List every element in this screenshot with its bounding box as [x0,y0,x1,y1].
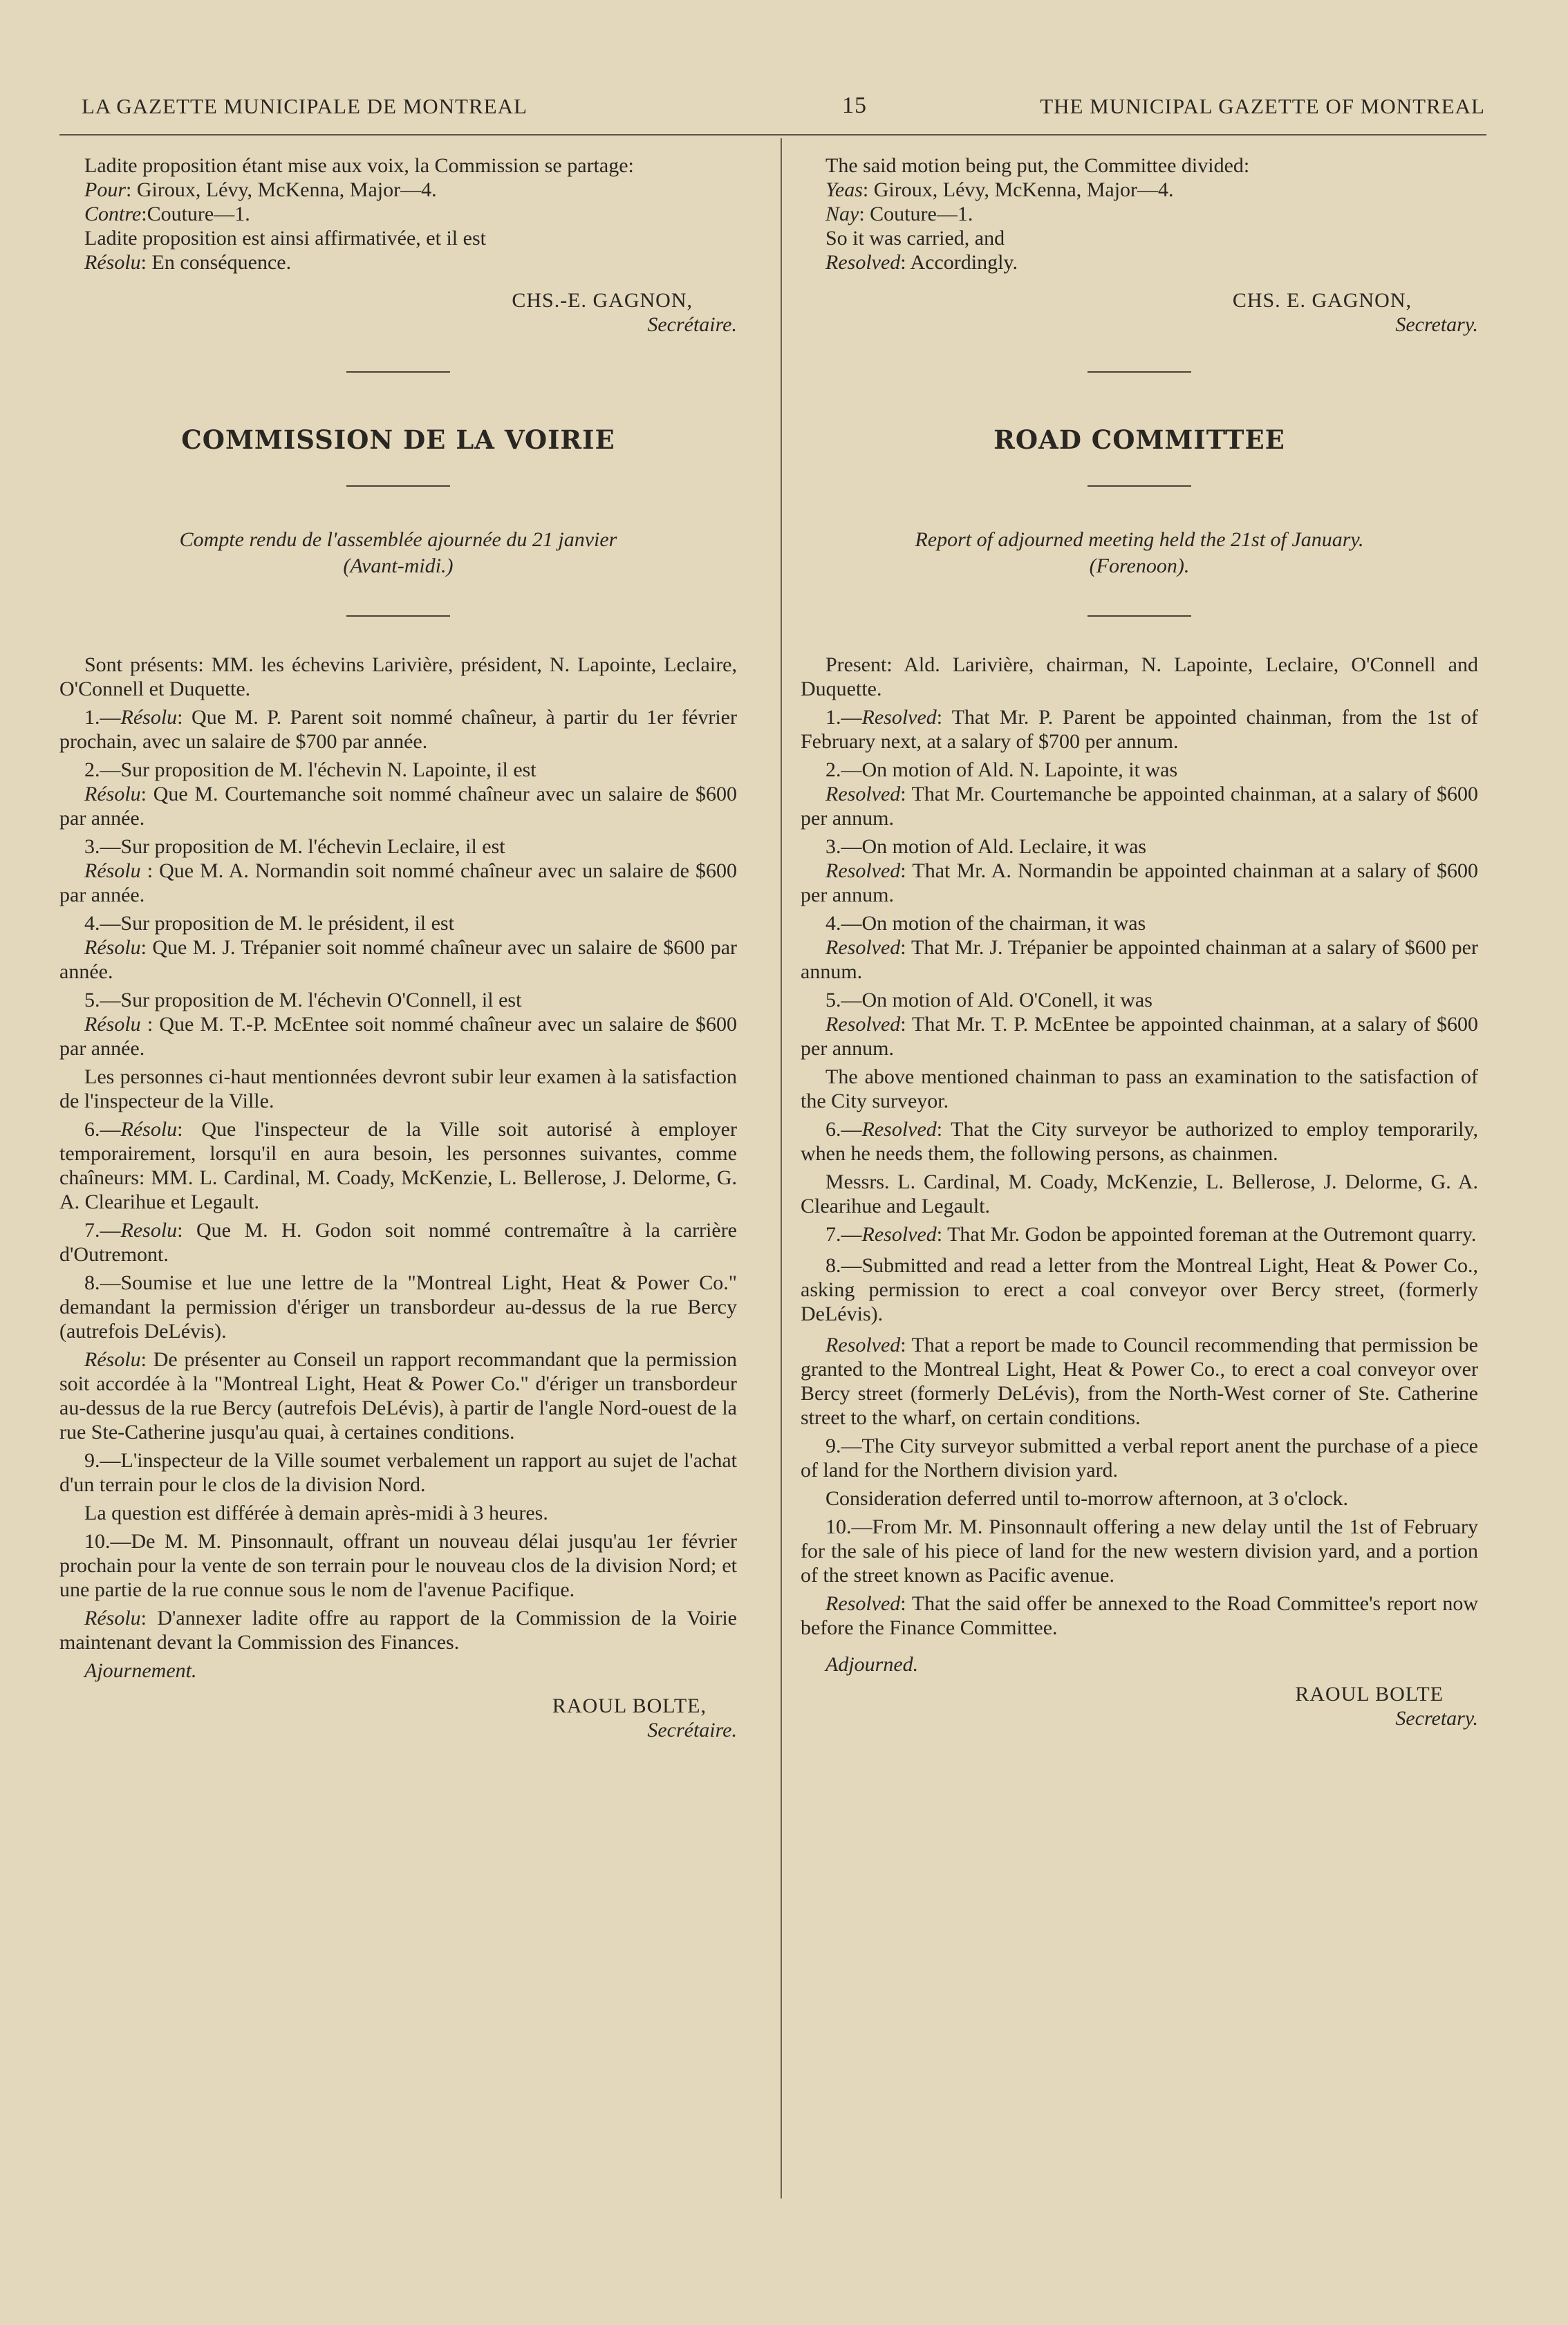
section-rule [1088,371,1191,373]
item-4-motion: 4.—Sur proposition de M. le président, il est [84,912,454,935]
item-3-motion: 3.—On motion of Ald. Leclaire, it was [825,835,1147,858]
item-6-names: Messrs. L. Cardinal, M. Coady, McKenzie, L. Bellerose, J. Delorme, G. A. Clearihue and Legault. [801,1170,1478,1217]
item-5-resolution: Resolved: That Mr. T. P. McEntee be appointed chainman, at a salary of $600 per annum. [801,1013,1478,1060]
item-10: 10.—De M. M. Pinsonnault, offrant un nouveau délai jusqu'au 1er février prochain pour la vente de son terrain pour le nouveau clos de la division Nord; et une partie de la rue connue sous le nom de l'avenue Pacifique. [59,1530,737,1601]
item-9-deferral: La question est différée à demain après-midi à 3 heures. [84,1502,548,1524]
header-right-title: THE MUNICIPAL GAZETTE OF MONTREAL [1040,94,1485,118]
signature-bolte: RAOUL BOLTE Secretary. [1295,1683,1478,1730]
item-8-resolution: Résolu: De présenter au Conseil un rapport recommandant que la permission soit accordée à la "Montreal Light, Heat & Power Co." d'ériger un transbordeur au-dessus de la rue Bercy (autrefois DeLévis), à partir de l'angle Nord-ouest de la rue Ste-Catherine jusqu'au quai, à certaines conditions. [59,1348,737,1444]
item-7: 7.—Resolved: That Mr. Godon be appointed foreman at the Outremont quarry. [825,1223,1477,1246]
item-3-resolution: Résolu : Que M. A. Normandin soit nommé chaîneur avec un salaire de $600 par année. [59,859,737,906]
item-3-resolution: Resolved: That Mr. A. Normandin be appointed chainman at a salary of $600 per annum. [801,859,1478,906]
section-heading: COMMISSION DE LA VOIRIE [181,424,615,455]
english-column [801,153,1478,1730]
adjournment: Ajournement. [84,1659,197,1682]
item-6: 6.—Résolu: Que l'inspecteur de la Ville soit autorisé à employer temporairement, lorsqu'il en aura besoin, les personnes suivantes, comme chaîneurs: MM. L. Cardinal, M. Coady, McKenzie, L. Bellerose, J. Delorme, G. A. Clearihue et Legault. [59,1118,737,1213]
column-divider [781,138,782,2198]
motion-result: Ladite proposition est ainsi affirmativée, et il est [84,227,486,250]
attendance: Sont présents: MM. les échevins Larivière, président, N. Lapointe, Leclaire, O'Connell et Duquette. [59,653,737,700]
item-4-resolution: Resolved: That Mr. J. Trépanier be appointed chainman at a salary of $600 per annum. [801,936,1478,983]
item-6: 6.—Resolved: That the City surveyor be authorized to employ temporarily, when he needs them, the following persons, as chainmen. [801,1118,1478,1165]
item-10: 10.—From Mr. M. Pinsonnault offering a new delay until the 1st of February for the sale of his piece of land for the new western division yard, and a portion of the street known as Pacific avenue. [801,1515,1478,1587]
item-9: 9.—L'inspecteur de la Ville soumet verbalement un rapport au sujet de l'achat d'un terrain pour le clos de la division Nord. [59,1449,737,1496]
signature-gagnon: CHS.-E. GAGNON, Secrétaire. [512,289,737,336]
resolution: Resolved: Accordingly. [825,251,1018,274]
item-8-resolution: Resolved: That a report be made to Council recommending that permission be granted to the Montreal Light, Heat & Power Co., to erect a coal conveyor over Bercy street (formerly DeLévis), from the North-West corner of Ste. Catherine street to the wharf, on certain conditions. [801,1334,1478,1429]
resolution: Résolu: En conséquence. [84,251,292,274]
item-10-resolution: Resolved: That the said offer be annexed to the Road Committee's report now before the Finance Committee. [801,1592,1478,1639]
motion-text: Ladite proposition étant mise aux voix, la Commission se partage: [84,154,634,177]
header-rule [59,134,1486,136]
vote-nay: Nay: Couture—1. [825,203,973,225]
item-2-motion: 2.—Sur proposition de M. l'échevin N. Lapointe, il est [84,758,536,781]
item-2-resolution: Resolved: That Mr. Courtemanche be appointed chainman, at a salary of $600 per annum. [801,783,1478,830]
meeting-subheading: Compte rendu de l'assemblée ajournée du 21 janvier (Avant-midi.) [179,528,617,577]
item-4-resolution: Résolu: Que M. J. Trépanier soit nommé chaîneur avec un salaire de $600 par année. [59,936,737,983]
french-column [59,153,737,1742]
exam-note: The above mentioned chainman to pass an examination to the satisfaction of the City surveyor. [801,1065,1478,1112]
vote-yeas: Yeas: Giroux, Lévy, McKenna, Major—4. [825,178,1174,201]
page-header [82,87,1485,129]
motion-text: The said motion being put, the Committee divided: [825,154,1250,177]
exam-note: Les personnes ci-haut mentionnées devront subir leur examen à la satisfaction de l'inspecteur de la Ville. [59,1065,737,1112]
item-1: 1.—Resolved: That Mr. P. Parent be appointed chainman, from the 1st of February next, at a salary of $700 per annum. [801,706,1478,753]
item-7: 7.—Resolu: Que M. H. Godon soit nommé contremaître à la carrière d'Outremont. [59,1219,737,1266]
section-rule [346,371,450,373]
item-1: 1.—Résolu: Que M. P. Parent soit nommé chaîneur, à partir du 1er février prochain, avec un salaire de $700 par année. [59,706,737,753]
motion-result: So it was carried, and [825,227,1005,250]
item-5-motion: 5.—On motion of Ald. O'Conell, it was [825,989,1152,1011]
adjournment: Adjourned. [825,1653,919,1676]
item-9: 9.—The City surveyor submitted a verbal report anent the purchase of a piece of land for the Northern division yard. [801,1435,1478,1482]
item-8: 8.—Soumise et lue une lettre de la "Montreal Light, Heat & Power Co." demandant la permission d'ériger un transbordeur au-dessus de la rue Bercy (autrefois DeLévis). [59,1271,737,1343]
header-left-title: LA GAZETTE MUNICIPALE DE MONTREAL [82,94,528,118]
attendance: Present: Ald. Larivière, chairman, N. Lapointe, Leclaire, O'Connell and Duquette. [801,653,1478,700]
page-number: 15 [842,93,867,118]
signature-bolte: RAOUL BOLTE, Secrétaire. [552,1694,737,1742]
item-2-motion: 2.—On motion of Ald. N. Lapointe, it was [825,758,1178,781]
item-3-motion: 3.—Sur proposition de M. l'échevin Leclaire, il est [84,835,505,858]
item-4-motion: 4.—On motion of the chairman, it was [825,912,1146,935]
signature-gagnon: CHS. E. GAGNON, Secretary. [1232,289,1478,336]
item-5-motion: 5.—Sur proposition de M. l'échevin O'Connell, il est [84,989,522,1011]
item-2-resolution: Résolu: Que M. Courtemanche soit nommé chaîneur avec un salaire de $600 par année. [59,783,737,830]
item-5-resolution: Résolu : Que M. T.-P. McEntee soit nommé chaîneur avec un salaire de $600 par année. [59,1013,737,1060]
heading-rule [1088,485,1191,487]
vote-for: Pour: Giroux, Lévy, McKenna, Major—4. [84,178,437,201]
item-9-deferral: Consideration deferred until to-morrow afternoon, at 3 o'clock. [825,1487,1349,1510]
vote-against: Contre:Couture—1. [84,203,250,225]
heading-rule [346,485,450,487]
meeting-subheading: Report of adjourned meeting held the 21st of January. (Forenoon). [915,528,1364,577]
section-heading: ROAD COMMITTEE [993,424,1285,455]
item-8: 8.—Submitted and read a letter from the Montreal Light, Heat & Power Co., asking permission to erect a coal conveyor over Bercy street, (formerly DeLévis). [801,1254,1478,1325]
item-10-resolution: Résolu: D'annexer ladite offre au rapport de la Commission de la Voirie maintenant devant la Commission des Finances. [59,1607,737,1654]
